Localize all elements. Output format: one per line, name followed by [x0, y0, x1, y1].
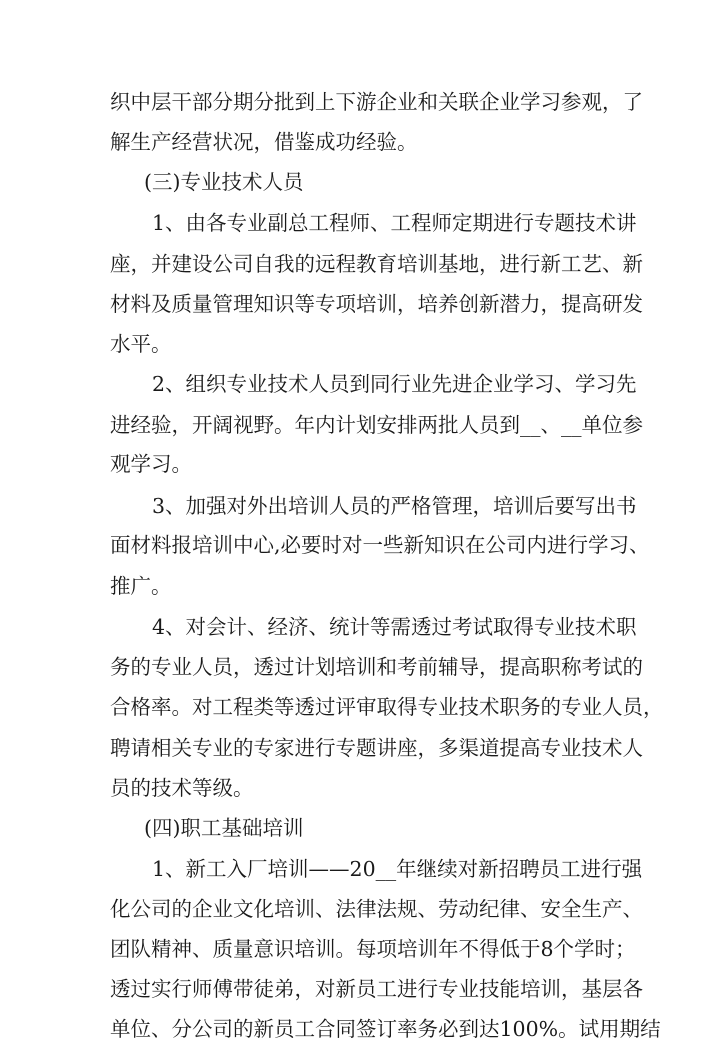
- text-line: 进经验，开阔视野。年内计划安排两批人员到__、__单位参: [110, 413, 643, 437]
- section-heading: (四)职工基础培训: [144, 816, 304, 840]
- text-line: 1、新工入厂培训——20__年继续对新招聘员工进行强: [152, 857, 643, 881]
- text-line: 4、对会计、经济、统计等需透过考试取得专业技术职: [152, 615, 637, 639]
- text-line: 1、由各专业副总工程师、工程师定期进行专题技术讲: [152, 211, 637, 235]
- text-line: 聘请相关专业的专家进行专题讲座，多渠道提高专业技术人: [110, 736, 643, 760]
- text-line: 水平。: [110, 332, 172, 356]
- text-line: 座，并建设公司自我的远程教育培训基地，进行新工艺、新: [110, 252, 643, 276]
- text-line: 解生产经营状况，借鉴成功经验。: [110, 130, 418, 154]
- text-line: 员的技术等级。: [110, 776, 254, 800]
- text-line: 面材料报培训中心,必要时对一些新知识在公司内进行学习、: [110, 533, 650, 557]
- text-line: 务的专业人员，透过计划培训和考前辅导，提高职称考试的: [110, 655, 643, 679]
- text-line: 材料及质量管理知识等专项培训，培养创新潜力，提高研发: [110, 292, 643, 316]
- text-line: 团队精神、质量意识培训。每项培训年不得低于8个学时；: [110, 937, 636, 961]
- section-heading: (三)专业技术人员: [144, 170, 304, 194]
- text-line: 2、组织专业技术人员到同行业先进企业学习、学习先: [152, 372, 637, 396]
- text-line: 观学习。: [110, 452, 192, 476]
- text-line: 合格率。对工程类等透过评审取得专业技术职务的专业人员，: [110, 695, 664, 719]
- text-line: 透过实行师傅带徒弟，对新员工进行专业技能培训，基层各: [110, 977, 643, 1001]
- text-line: 3、加强对外出培训人员的严格管理，培训后要写出书: [152, 494, 637, 518]
- text-line: 化公司的企业文化培训、法律法规、劳动纪律、安全生产、: [110, 897, 643, 921]
- text-line: 推广。: [110, 574, 172, 598]
- text-line: 单位、分公司的新员工合同签订率务必到达100%。试用期结: [110, 1017, 661, 1041]
- text-line: 织中层干部分期分批到上下游企业和关联企业学习参观，了: [110, 90, 643, 114]
